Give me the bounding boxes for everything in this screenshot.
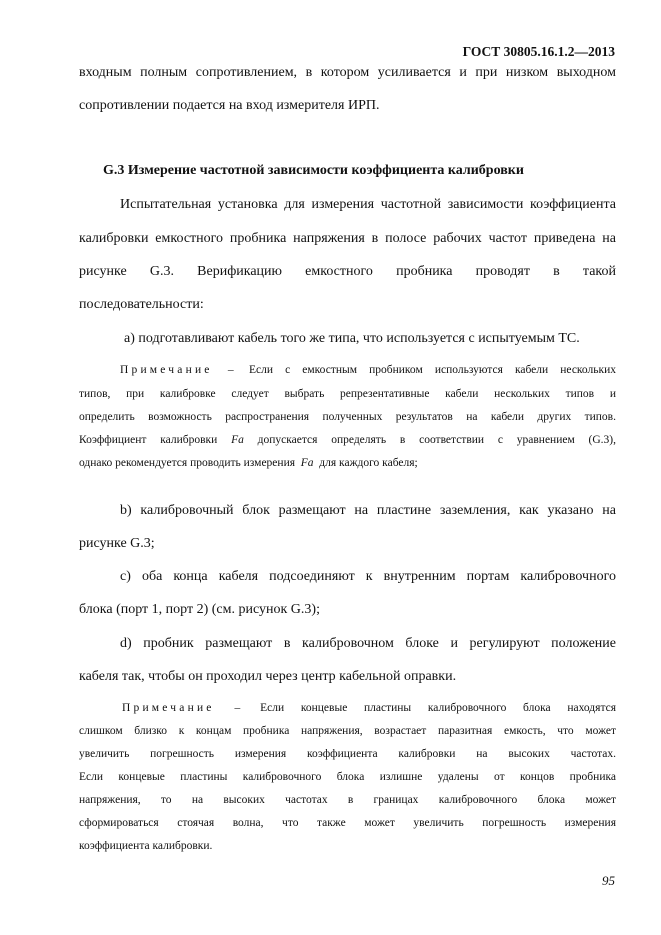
note-1-line-1 <box>120 363 616 378</box>
paragraph-line: калибровки емкостного пробника напряжения в полосе рабочих частот приведена на <box>79 231 616 246</box>
list-item-c: c) оба конца кабеля подсоединяют к внутренним портам калибровочного <box>120 569 616 584</box>
note-label: Примечание – <box>120 364 237 376</box>
note-1-line-2: типов, при калибровке следует выбрать репрезентативные кабели нескольких типов и <box>79 388 616 400</box>
page-number: 95 <box>602 873 615 888</box>
variable-fa: Fa <box>231 434 244 446</box>
note-2-line-7: коэффициента калибровки. <box>79 840 213 852</box>
note-2-line-3: увеличить погрешность измерения коэффициента калибровки на высоких частотах. <box>79 748 616 760</box>
note-2-line-5: напряжения, то на высоких частотах в границах калибровочного блока может <box>79 794 616 806</box>
list-item-d-cont: кабеля так, чтобы он проходил через центр кабельной оправки. <box>79 669 457 684</box>
list-item-d: d) пробник размещают в калибровочном блоке и регулируют положение <box>120 636 616 651</box>
note-text: Если концевые пластины калибровочного блока находятся <box>260 702 617 714</box>
note-1-line-4: Коэффициент калибровки Fa допускается определять в соответствии с уравнением (G.3), <box>79 434 616 446</box>
variable-fa: Fa <box>300 457 314 469</box>
note-2-line-6: сформироваться стоячая волна, что также может увеличить погрешность измерения <box>79 817 616 829</box>
list-item-b-cont: рисунке G.3; <box>79 536 155 551</box>
note-text: Если с емкостным пробником используются кабели нескольких <box>248 364 617 376</box>
note-1-line-3: определить возможность распространения полученных результатов на кабели других типов. <box>79 411 616 423</box>
section-heading: G.3 Измерение частотной зависимости коэффициента калибровки <box>103 163 524 178</box>
note-1-line-5: однако рекомендуется проводить измерения Fa для каждого кабеля; <box>79 457 418 469</box>
note-label: Примечание – <box>122 702 244 714</box>
document-header: ГОСТ 30805.16.1.2—2013 <box>462 44 615 59</box>
intro-line-1: входным полным сопротивлением, в котором усиливается и при низком выходном <box>79 65 616 80</box>
list-item-a: а) подготавливают кабель того же типа, что используется с испытуемым ТС. <box>124 331 580 346</box>
intro-line-2: сопротивлении подается на вход измерителя ИРП. <box>79 98 380 113</box>
paragraph-line: последовательности: <box>79 297 204 312</box>
paragraph-line: рисунке G.3. Верификацию емкостного пробника проводят в такой <box>79 264 616 279</box>
note-2-line-2: слишком близко к концам пробника напряжения, возрастает паразитная емкость, что может <box>79 725 616 737</box>
list-item-b: b) калибровочный блок размещают на пластине заземления, как указано на <box>120 503 616 518</box>
note-2-line-4: Если концевые пластины калибровочного блока излишне удалены от концов пробника <box>79 771 616 783</box>
list-item-c-cont: блока (порт 1, порт 2) (см. рисунок G.3); <box>79 602 320 617</box>
paragraph-line: Испытательная установка для измерения частотной зависимости коэффициента <box>120 197 616 212</box>
note-2-line-1 <box>122 701 616 716</box>
